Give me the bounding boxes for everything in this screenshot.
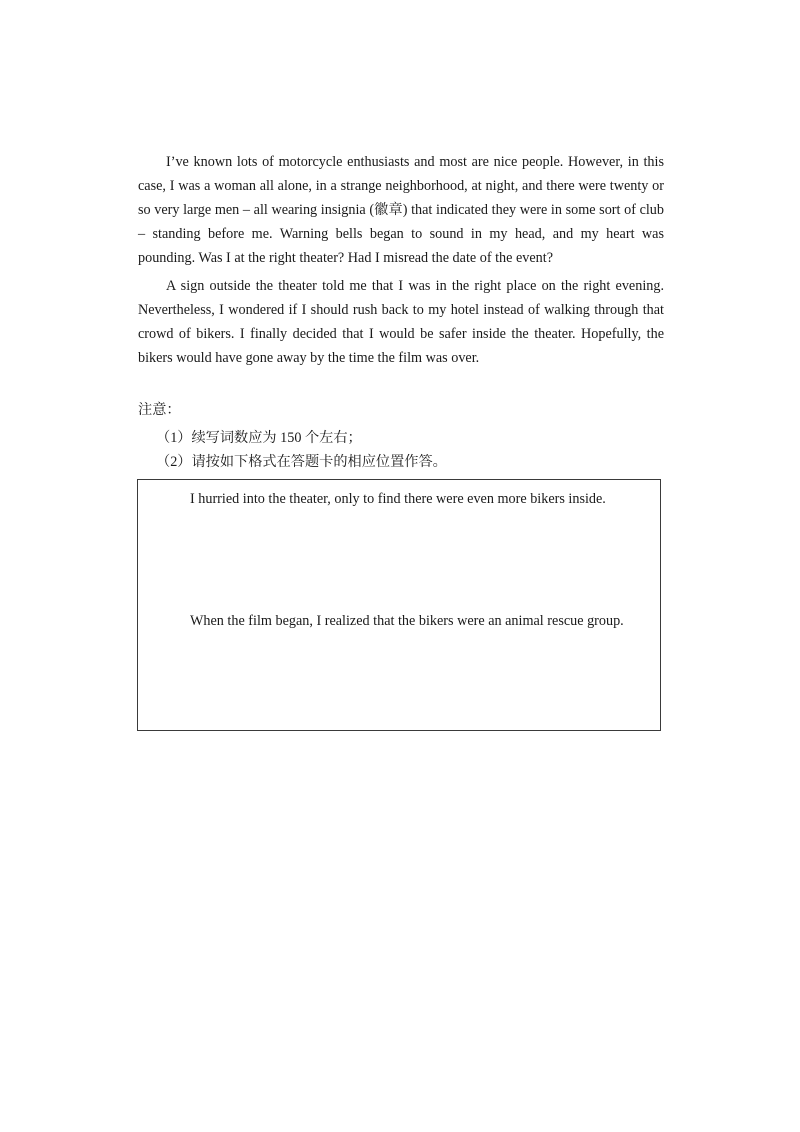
paragraph-opening-2: When the film began, I realized that the bikers were an animal rescue group. [190, 613, 624, 629]
answer-box [137, 479, 661, 731]
instruction-item: （1）续写词数应为 150 个左右； [156, 430, 362, 446]
paragraph-opening-1: I hurried into the theater, only to find there were even more bikers inside. [190, 491, 606, 507]
passage-paragraph: A sign outside the theater told me that I was in the right place on the right evening. Nevertheless, I wondered if I should rush back to my hotel instead of walking through that crowd of bikers. I finally decided that I would be safer inside the theater. Hopefully, the bikers would have gone away by the time the film was over. [138, 278, 664, 366]
instruction-item: （2）请按如下格式在答题卡的相应位置作答。 [156, 454, 447, 470]
reading-passage [138, 150, 664, 374]
instructions-title: 注意： [138, 402, 181, 418]
instructions [138, 398, 664, 474]
passage-paragraph: I’ve known lots of motorcycle enthusiasts and most are nice people. However, in this case, I was a woman all alone, in a strange neighborhood, at night, and there were twenty or so very large men – all wearing insignia (徽章) that indicated they were in some sort of club – standing before me. Warning bells began to sound in my head, and my heart was pounding. Was I at the right theater? Had I misread the date of the event? [138, 154, 664, 266]
